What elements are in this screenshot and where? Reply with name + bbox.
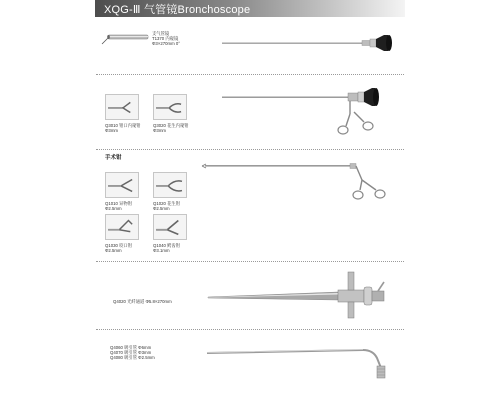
forceps-tip-thumbnail [153,94,187,120]
product-label-list [110,345,155,361]
product-label [105,123,141,133]
sheath-illustration [208,270,388,320]
telescope-label-line: 支气管镜 [152,31,170,36]
product-label [153,123,189,133]
telescope-illustration [222,33,397,53]
suction-tube-illustration [205,334,393,384]
forceps-tip-thumbnail [153,172,187,198]
product-code-name: Q1010 异物钳 [105,201,132,206]
section-divider [96,329,404,330]
product-size: Φ2.5mm [105,248,122,254]
product-label [105,243,132,253]
product-label-line: Q4060 吸引管 Φ6mm [110,345,152,350]
product-label: Q4020 光纤通道 Φ5.8×270mm [113,299,172,304]
telescope-label-line: Φ3×270mm 0° [152,41,180,47]
product-label-line: Q4070 吸引管 Φ3mm [110,350,152,356]
telescope-label [152,31,180,47]
product-code-name: Q1020 花生钳 [153,201,180,206]
forceps-tip-thumbnail [153,214,187,240]
product-size: Φ3mm [153,128,166,134]
product-label [105,201,132,211]
section-divider [96,74,404,75]
scope-with-forceps-illustration [222,84,392,140]
page-title: XQG-Ⅲ 气管镜Bronchoscope [104,4,251,16]
forceps-tip-thumbnail [105,214,139,240]
product-code-name: Q3010 钳口内窥钳 [105,123,141,128]
product-size: Φ3.1mm [153,248,170,254]
product-size: Φ2.5mm [153,206,170,212]
forceps-tip-thumbnail [105,94,139,120]
surgical-forceps-illustration [202,160,392,208]
product-label [153,243,180,253]
product-label-line: Q4080 吸引管 Φ2.5mm [110,355,155,361]
product-code-name: Q1030 咬口钳 [105,243,132,248]
forceps-tip-thumbnail [105,172,139,198]
product-label [153,201,180,211]
product-size: Φ2.5mm [105,206,122,212]
section-title: 手术钳 [105,155,122,161]
telescope-label-line: T1370 内窥镜 [152,36,179,42]
section-divider [96,149,404,150]
telescope-tip-closeup-icon [100,26,152,46]
section-divider [96,261,404,262]
product-code-name: Q3020 花生内窥钳 [153,123,189,128]
product-code-name: Q1040 鳄齿钳 [153,243,180,248]
product-size: Φ3mm [105,128,118,134]
